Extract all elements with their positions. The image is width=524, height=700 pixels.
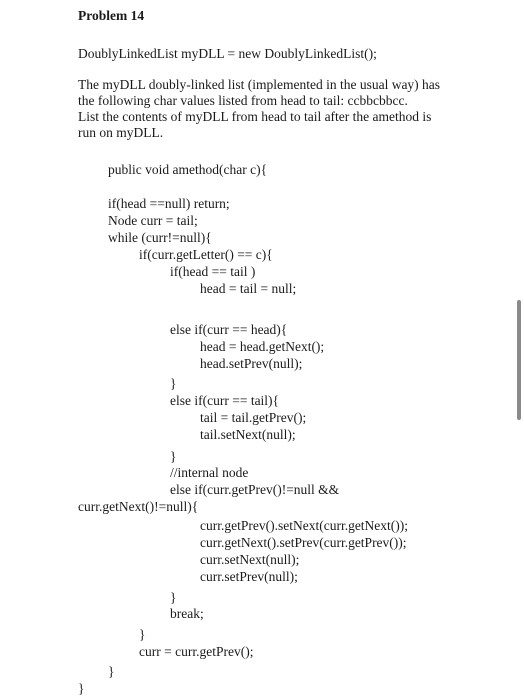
code-line: if(head == tail ) — [170, 264, 256, 279]
code-line: } — [78, 681, 85, 696]
code-line: break; — [170, 606, 204, 621]
code-line: head = tail = null; — [200, 281, 297, 296]
code-line: tail.setNext(null); — [200, 427, 296, 442]
problem-title: Problem 14 — [78, 8, 145, 23]
code-line: curr.setNext(null); — [200, 552, 300, 567]
code-line: else if(curr == tail){ — [170, 393, 280, 408]
code-line: curr = curr.getPrev(); — [139, 644, 254, 659]
code-line: curr.getPrev().setNext(curr.getNext()); — [200, 518, 409, 533]
code-line: } — [108, 664, 115, 679]
code-line: else if(curr.getPrev()!=null && — [170, 482, 340, 497]
code-comment: //internal node — [170, 465, 249, 480]
description-line: The myDLL doubly-linked list (implemented in the usual way) has — [78, 77, 441, 92]
description-line: List the contents of myDLL from head to tail after the amethod is — [78, 109, 432, 124]
code-line: curr.getNext()!=null){ — [78, 499, 199, 514]
code-line: Node curr = tail; — [108, 213, 198, 228]
code-line: } — [170, 449, 177, 464]
vertical-scrollbar[interactable] — [517, 300, 521, 420]
code-line: if(head ==null) return; — [108, 196, 230, 211]
code-line: } — [170, 376, 177, 391]
code-line: else if(curr == head){ — [170, 322, 288, 337]
code-line: if(curr.getLetter() == c){ — [139, 247, 273, 262]
code-line: curr.setPrev(null); — [200, 569, 298, 584]
code-line: head = head.getNext(); — [200, 339, 325, 354]
code-method-signature: public void amethod(char c){ — [108, 162, 268, 177]
code-line: tail = tail.getPrev(); — [200, 410, 307, 425]
description-line: run on myDLL. — [78, 125, 164, 140]
code-line: } — [170, 590, 177, 605]
declaration-line: DoublyLinkedList myDLL = new DoublyLinkedList(); — [78, 46, 377, 61]
description-line: the following char values listed from head to tail: ccbbcbbcc. — [78, 93, 408, 108]
code-line: while (curr!=null){ — [108, 230, 212, 245]
code-line: curr.getNext().setPrev(curr.getPrev()); — [200, 535, 407, 550]
code-line: } — [139, 627, 146, 642]
code-line: head.setPrev(null); — [200, 356, 303, 371]
